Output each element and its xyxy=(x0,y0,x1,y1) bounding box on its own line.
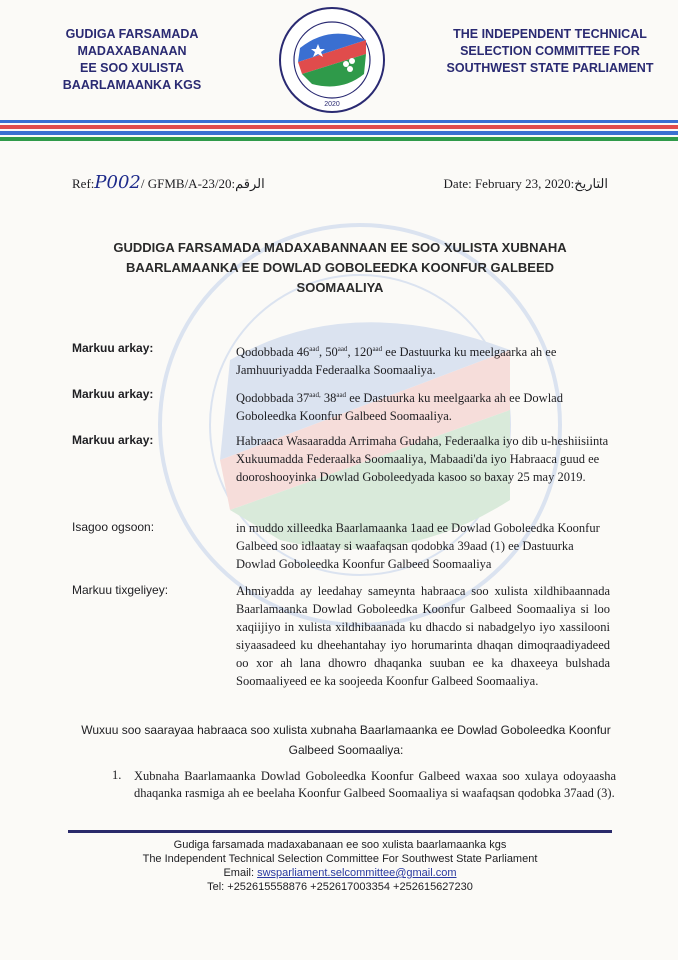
title-line: SOOMAALIYA xyxy=(296,280,384,295)
header-right-line: THE INDEPENDENT TECHNICAL xyxy=(453,27,647,41)
footer xyxy=(68,838,612,894)
intro-statement: Wuxuu soo saarayaa habraaca soo xulista xubnaha Baarlamaanka ee Dowlad Goboleedka Koonfur Galbeed Soomaaliya: xyxy=(81,723,611,757)
green-stripe xyxy=(0,137,678,141)
handwritten-ref: P002 xyxy=(94,172,141,193)
footer-phone: Tel: +252615558876 +252617003354 +252615627230 xyxy=(207,881,473,893)
clause-text-part: , 50 xyxy=(318,345,338,360)
clause-label: Markuu arkay: xyxy=(72,387,154,401)
clause-sup: aad xyxy=(372,345,383,353)
clause-text-part: ee Dastuurka ku meelgaarka ah ee Jamhuuriyadda Federaalka Soomaaliya. xyxy=(236,345,557,378)
clause-text-part: ee Dastuurka ku meelgaarka ah ee Dowlad Goboleedka Koonfur Galbeed Soomaaliya. xyxy=(236,391,563,424)
item-number: 1. xyxy=(112,768,122,782)
ref-code: / GFMB/A-23/20: xyxy=(140,176,236,191)
footer-line: The Independent Technical Selection Committee For Southwest State Parliament xyxy=(142,853,538,865)
clause-label: Markuu tixgeliyey: xyxy=(72,583,169,597)
committee-seal-logo xyxy=(272,4,392,116)
date-arabic: التاريخ xyxy=(574,176,608,191)
clause-text: Ahmiyadda ay leedahay sameynta habraaca soo xulista xildhibaannada Baarlamaanka Dowlad Goboleedka Koonfur Galbeed Soomaaliya si loo xaqiijiyo in xulista xildhibaanada ku dhacdo si nabadgelyo iyo xassilooni siyaasadeed ku dheehantahay iyo horumarinta dhaqan dimoqraadiyadeed oo xor ah lana dhowro dhaqanka suuban ee ka dhaxeeya bulshada Soomaaliyeed ee ka soojeeda Koonfur Galbeed Soomaaliya. xyxy=(236,584,610,688)
clause-sup: aad xyxy=(336,391,347,399)
blue-stripe xyxy=(0,131,678,135)
header-left-line: BAARLAMAANKA KGS xyxy=(62,78,202,92)
footer-email-line xyxy=(68,866,612,880)
seal-year: 2020 xyxy=(324,101,340,108)
ref-prefix: Ref: xyxy=(72,176,95,191)
clause-label: Isagoo ogsoon: xyxy=(72,520,155,534)
clause-text: Habraaca Wasaaradda Arrimaha Gudaha, Federaalka iyo dib u-heshiisiinta Xukuumadda Federaalka Soomaaliya, Mabaadi'da iyo Habraaca guud ee dooroshooyinka Dowlad Goboleedyada kasoo so baxay 25 may 2019. xyxy=(236,434,609,484)
document-date xyxy=(444,176,608,192)
email-label: Email: xyxy=(223,867,258,879)
footer-divider xyxy=(68,830,612,833)
clause-sup: aad, xyxy=(309,391,321,399)
header-left-line: GUDIGA FARSAMADA MADAXABANAAN xyxy=(65,27,199,58)
clause-text-part: Qodobbada 46 xyxy=(236,345,310,360)
document-title xyxy=(80,238,600,298)
header-left-line: EE SOO XULISTA xyxy=(80,61,184,75)
title-line: BAARLAMAANKA EE DOWLAD GOBOLEEDKA KOONFUR GALBEED xyxy=(125,260,555,275)
clause-text-part: , 120 xyxy=(347,345,373,360)
header-right-line: SOUTHWEST STATE PARLIAMENT xyxy=(446,61,654,75)
email-link[interactable]: swsparliament.selcommittee@gmail.com xyxy=(257,867,457,879)
red-stripe xyxy=(0,125,678,129)
header-right-committee-name xyxy=(432,26,668,77)
header-left-committee-name xyxy=(14,26,250,94)
reference-number xyxy=(72,172,265,193)
clause-text-part: 38 xyxy=(320,391,337,406)
header-right-line: SELECTION COMMITTEE FOR xyxy=(460,44,640,58)
clause-sup: aad xyxy=(309,345,319,353)
clause-sup: aad xyxy=(337,345,348,353)
footer-line: Gudiga farsamada madaxabanaan ee soo xulista baarlamaanka kgs xyxy=(173,839,507,851)
clause-text xyxy=(236,340,610,379)
date-label: Date: February 23, 2020: xyxy=(443,176,575,191)
clause-label: Markuu arkay: xyxy=(72,433,154,447)
clause-text: in muddo xilleedka Baarlamaanka 1aad ee Dowlad Goboleedka Koonfur Galbeed soo idlaatay si waafaqsan qodobka 39aad (1) ee Dastuurka Dowlad Goboleedka Koonfur Galbeed Soomaaliya xyxy=(236,521,600,571)
ref-arabic: الرقم xyxy=(235,176,265,191)
item-text: Xubnaha Baarlamaanka Dowlad Goboleedka Koonfur Galbeed waxaa soo xulaya odoyaasha dhaqanka rasmiga ah ee beelaha Koonfur Galbeed Soomaaliya si waafaqsan qodobka 37aad (3). xyxy=(134,769,616,800)
clause-text-part: Qodobbada 37 xyxy=(236,391,310,406)
clause-label: Markuu arkay: xyxy=(72,341,154,355)
header-stripes xyxy=(0,120,678,142)
clause-text xyxy=(236,386,610,425)
blue-stripe xyxy=(0,120,678,123)
title-line: GUDDIGA FARSAMADA MADAXABANNAAN EE SOO XULISTA XUBNAHA xyxy=(113,240,567,255)
